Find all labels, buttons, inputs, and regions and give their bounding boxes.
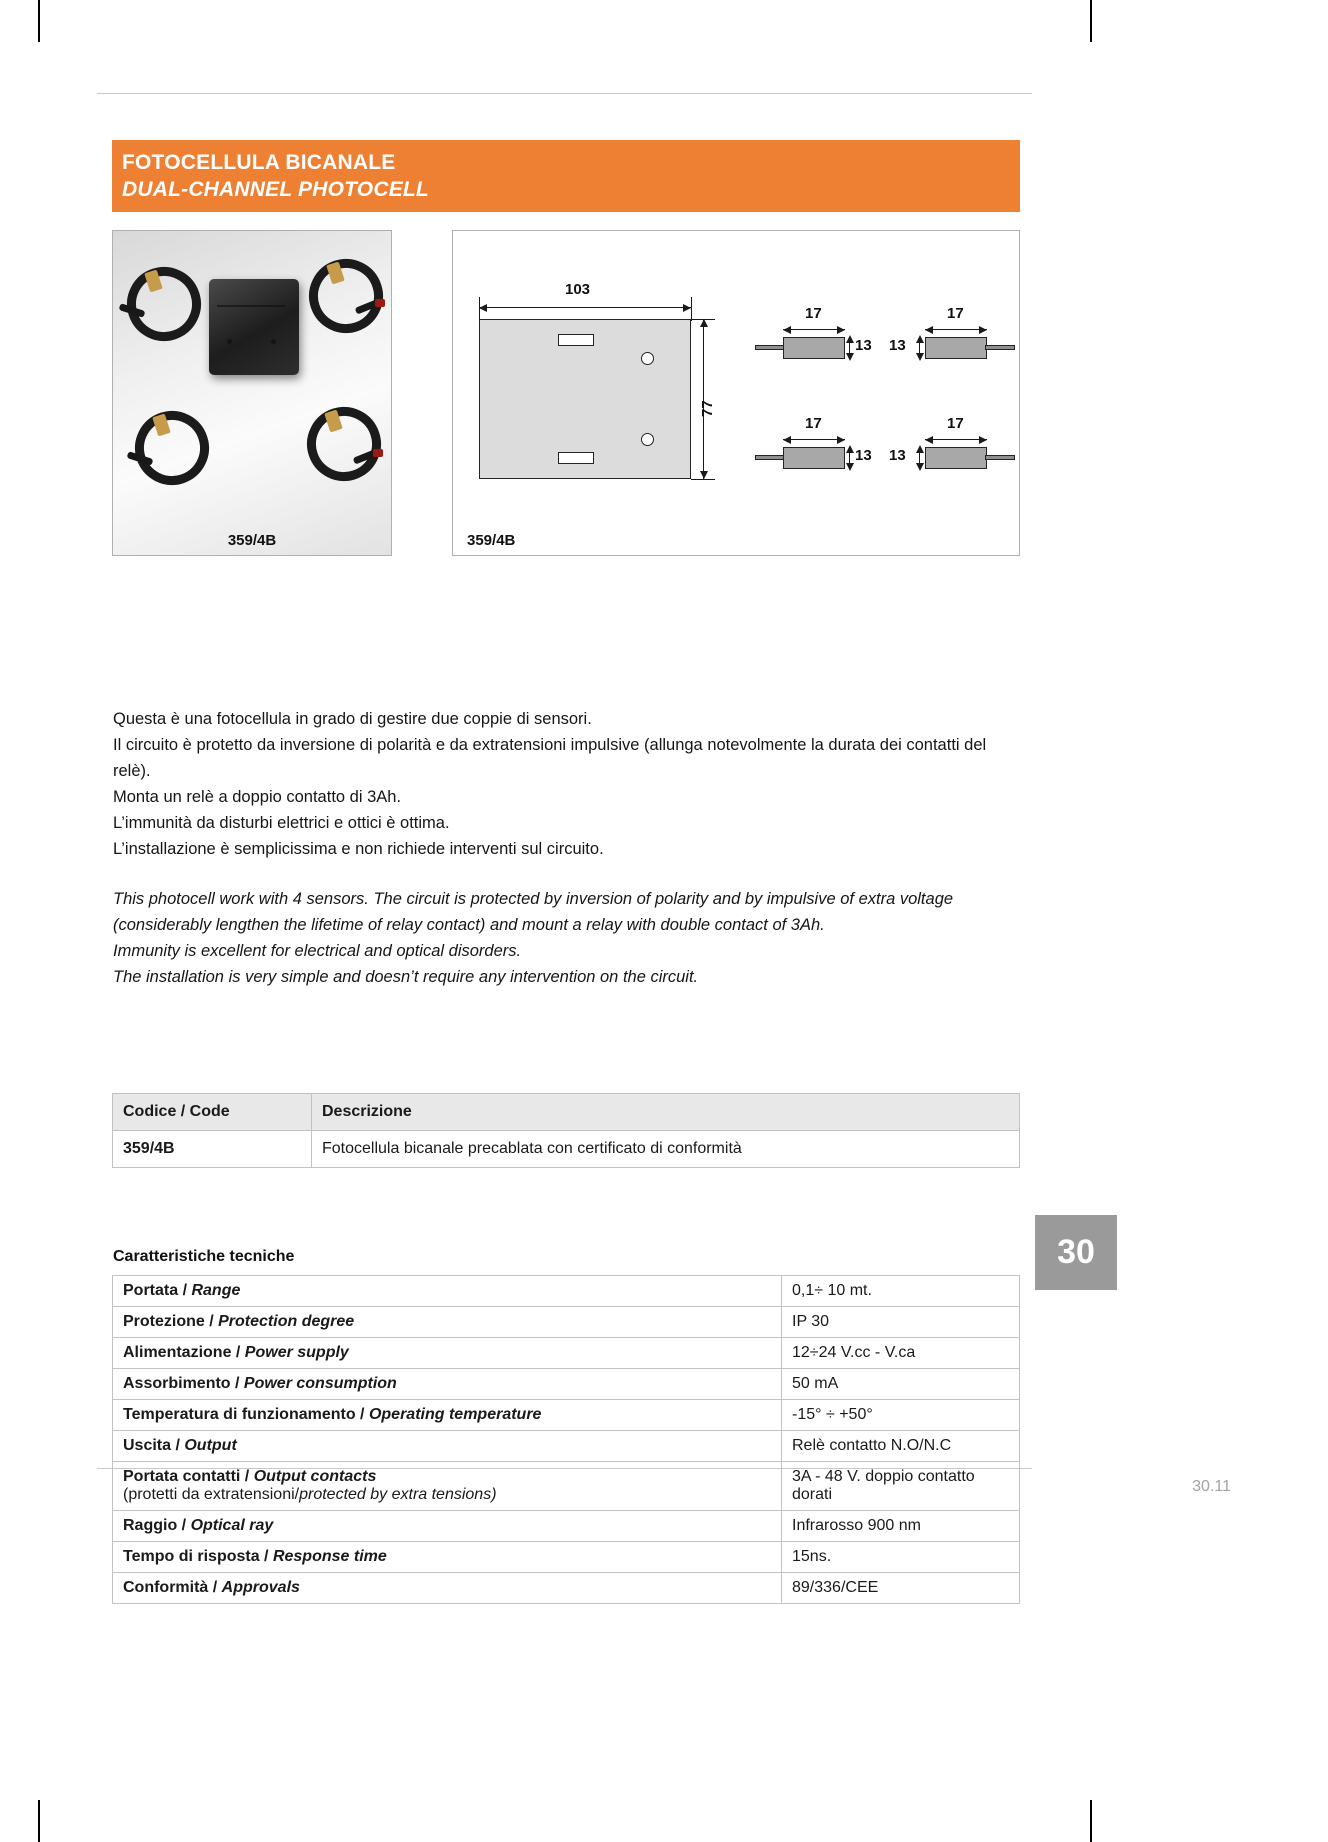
code-table-header-row bbox=[113, 1094, 1020, 1131]
table-row bbox=[113, 1307, 1020, 1338]
spec-value: 15ns. bbox=[782, 1542, 1020, 1573]
photocell-unit-image bbox=[209, 279, 299, 375]
spec-label: Alimentazione / Power supply bbox=[113, 1338, 782, 1369]
dim-line-s2-len bbox=[925, 329, 987, 330]
code-table-cell-description: Fotocellula bicanale precablata con certificato di conformità bbox=[312, 1131, 1020, 1168]
dim-arrow-s4-right bbox=[979, 436, 987, 444]
dim-line-s1-len bbox=[783, 329, 845, 330]
dim-arrow-s1-left bbox=[783, 326, 791, 334]
spec-value: 89/336/CEE bbox=[782, 1573, 1020, 1604]
product-title-banner bbox=[112, 140, 1020, 212]
description-english bbox=[113, 886, 1025, 990]
cable-coil-1 bbox=[127, 267, 187, 327]
ext-line-right bbox=[691, 297, 692, 321]
code-table-header-code: Codice / Code bbox=[113, 1094, 312, 1131]
code-table-header-description: Descrizione bbox=[312, 1094, 1020, 1131]
product-title-italian: FOTOCELLULA BICANALE bbox=[122, 151, 396, 174]
dim-label-s2-height: 13 bbox=[889, 337, 906, 354]
photo-caption: 359/4B bbox=[227, 532, 277, 549]
code-table bbox=[112, 1093, 1020, 1168]
dim-label-s1-height: 13 bbox=[855, 337, 872, 354]
sensor-cable-3 bbox=[755, 455, 785, 460]
dim-line-s4-len bbox=[925, 439, 987, 440]
dim-line-width bbox=[479, 307, 691, 308]
description-english-line: The installation is very simple and doesn’t require any intervention on the circuit. bbox=[113, 968, 699, 986]
sensor-cable-2 bbox=[985, 345, 1015, 350]
dim-label-height: 77 bbox=[699, 400, 716, 417]
sensor-body-1 bbox=[783, 337, 845, 359]
sensor-cable-1 bbox=[755, 345, 785, 350]
dim-arrow-s3-up bbox=[846, 445, 854, 453]
dim-arrow-height-top bbox=[700, 319, 708, 327]
description-italian bbox=[113, 706, 1025, 862]
spec-label: Conformità / Approvals bbox=[113, 1573, 782, 1604]
spec-label: Tempo di risposta / Response time bbox=[113, 1542, 782, 1573]
ext-line-bottom bbox=[691, 479, 715, 480]
dim-arrow-s4-left bbox=[925, 436, 933, 444]
technical-drawing bbox=[452, 230, 1020, 556]
page-number-tab: 30 bbox=[1035, 1215, 1117, 1290]
dim-arrow-s3-down bbox=[846, 463, 854, 471]
dim-arrow-width-left bbox=[479, 304, 487, 312]
spec-value: IP 30 bbox=[782, 1307, 1020, 1338]
table-row bbox=[113, 1369, 1020, 1400]
mounting-slot-top bbox=[558, 334, 594, 346]
table-row bbox=[113, 1462, 1020, 1511]
cable-coil-4 bbox=[307, 407, 367, 467]
dim-arrow-s1-up bbox=[846, 335, 854, 343]
mounting-hole-top bbox=[641, 352, 654, 365]
sensor-cable-4 bbox=[985, 455, 1015, 460]
spec-section-title: Caratteristiche tecniche bbox=[113, 1248, 295, 1265]
dim-arrow-height-bottom bbox=[700, 471, 708, 479]
crop-mark-top-left bbox=[38, 0, 40, 42]
product-title-english: DUAL-CHANNEL PHOTOCELL bbox=[122, 178, 429, 201]
spec-value: Infrarosso 900 nm bbox=[782, 1511, 1020, 1542]
description-italian-line: L’immunità da disturbi elettrici e ottici è ottima. bbox=[113, 814, 450, 832]
dim-label-s3-height: 13 bbox=[855, 447, 872, 464]
table-row bbox=[113, 1400, 1020, 1431]
description-italian-line: Il circuito è protetto da inversione di polarità e da extratensioni impulsive (allunga notevolmente la durata dei contatti del relè). bbox=[113, 736, 987, 780]
table-row bbox=[113, 1131, 1020, 1168]
table-row bbox=[113, 1511, 1020, 1542]
dim-label-width: 103 bbox=[565, 281, 591, 298]
cable-coil-3 bbox=[135, 411, 195, 471]
product-photo bbox=[112, 230, 392, 556]
spec-value: -15° ÷ +50° bbox=[782, 1400, 1020, 1431]
spec-label: Protezione / Protection degree bbox=[113, 1307, 782, 1338]
spec-label: Raggio / Optical ray bbox=[113, 1511, 782, 1542]
header-divider-rule bbox=[97, 93, 1032, 94]
spec-value: 0,1÷ 10 mt. bbox=[782, 1276, 1020, 1307]
code-table-cell-code: 359/4B bbox=[113, 1131, 312, 1168]
table-row bbox=[113, 1338, 1020, 1369]
cable-coil-2 bbox=[309, 259, 369, 319]
dim-label-s1-length: 17 bbox=[805, 305, 822, 322]
spec-value: 3A - 48 V. doppio contatto dorati bbox=[782, 1462, 1020, 1511]
sensor-body-2 bbox=[925, 337, 987, 359]
footer-page-number: 30.11 bbox=[1192, 1478, 1231, 1495]
table-row bbox=[113, 1276, 1020, 1307]
spec-value: 12÷24 V.cc - V.ca bbox=[782, 1338, 1020, 1369]
dim-arrow-s3-left bbox=[783, 436, 791, 444]
description-italian-line: L’installazione è semplicissima e non richiede interventi sul circuito. bbox=[113, 840, 604, 858]
dim-arrow-s2-left bbox=[925, 326, 933, 334]
housing-outline bbox=[479, 319, 691, 479]
dim-arrow-s1-right bbox=[837, 326, 845, 334]
spec-label: Assorbimento / Power consumption bbox=[113, 1369, 782, 1400]
dim-line-s3-len bbox=[783, 439, 845, 440]
mounting-hole-bottom bbox=[641, 433, 654, 446]
sensor-body-3 bbox=[783, 447, 845, 469]
description-english-line: Immunity is excellent for electrical and optical disorders. bbox=[113, 942, 522, 960]
crop-mark-top-right bbox=[1090, 0, 1092, 42]
spec-value: Relè contatto N.O/N.C bbox=[782, 1431, 1020, 1462]
crop-mark-bottom-left bbox=[38, 1800, 40, 1842]
dim-arrow-s3-right bbox=[837, 436, 845, 444]
description-italian-line: Questa è una fotocellula in grado di gestire due coppie di sensori. bbox=[113, 710, 592, 728]
crop-mark-bottom-right bbox=[1090, 1800, 1092, 1842]
spec-label: Portata / Range bbox=[113, 1276, 782, 1307]
spec-label: Portata contatti / Output contacts (protetti da extratensioni/protected by extra tensions) bbox=[113, 1462, 782, 1511]
spec-value: 50 mA bbox=[782, 1369, 1020, 1400]
dim-label-s4-length: 17 bbox=[947, 415, 964, 432]
dim-arrow-s2-right bbox=[979, 326, 987, 334]
description-italian-line: Monta un relè a doppio contatto di 3Ah. bbox=[113, 788, 402, 806]
mounting-slot-bottom bbox=[558, 452, 594, 464]
dim-line-height bbox=[703, 319, 704, 479]
description-english-line: This photocell work with 4 sensors. The circuit is protected by inversion of polarity and by impulsive of extra voltage (considerably lengthen the lifetime of relay contact) and mount a relay with double contact of 3Ah. bbox=[113, 890, 954, 934]
spec-label: Uscita / Output bbox=[113, 1431, 782, 1462]
dim-label-s3-length: 17 bbox=[805, 415, 822, 432]
spec-table bbox=[112, 1275, 1020, 1604]
spec-label: Temperatura di funzionamento / Operating temperature bbox=[113, 1400, 782, 1431]
sensor-body-4 bbox=[925, 447, 987, 469]
table-row bbox=[113, 1542, 1020, 1573]
dim-arrow-s1-down bbox=[846, 353, 854, 361]
dim-arrow-width-right bbox=[683, 304, 691, 312]
dim-label-s2-length: 17 bbox=[947, 305, 964, 322]
table-row bbox=[113, 1431, 1020, 1462]
drawing-caption: 359/4B bbox=[467, 532, 516, 549]
dim-label-s4-height: 13 bbox=[889, 447, 906, 464]
table-row bbox=[113, 1573, 1020, 1604]
